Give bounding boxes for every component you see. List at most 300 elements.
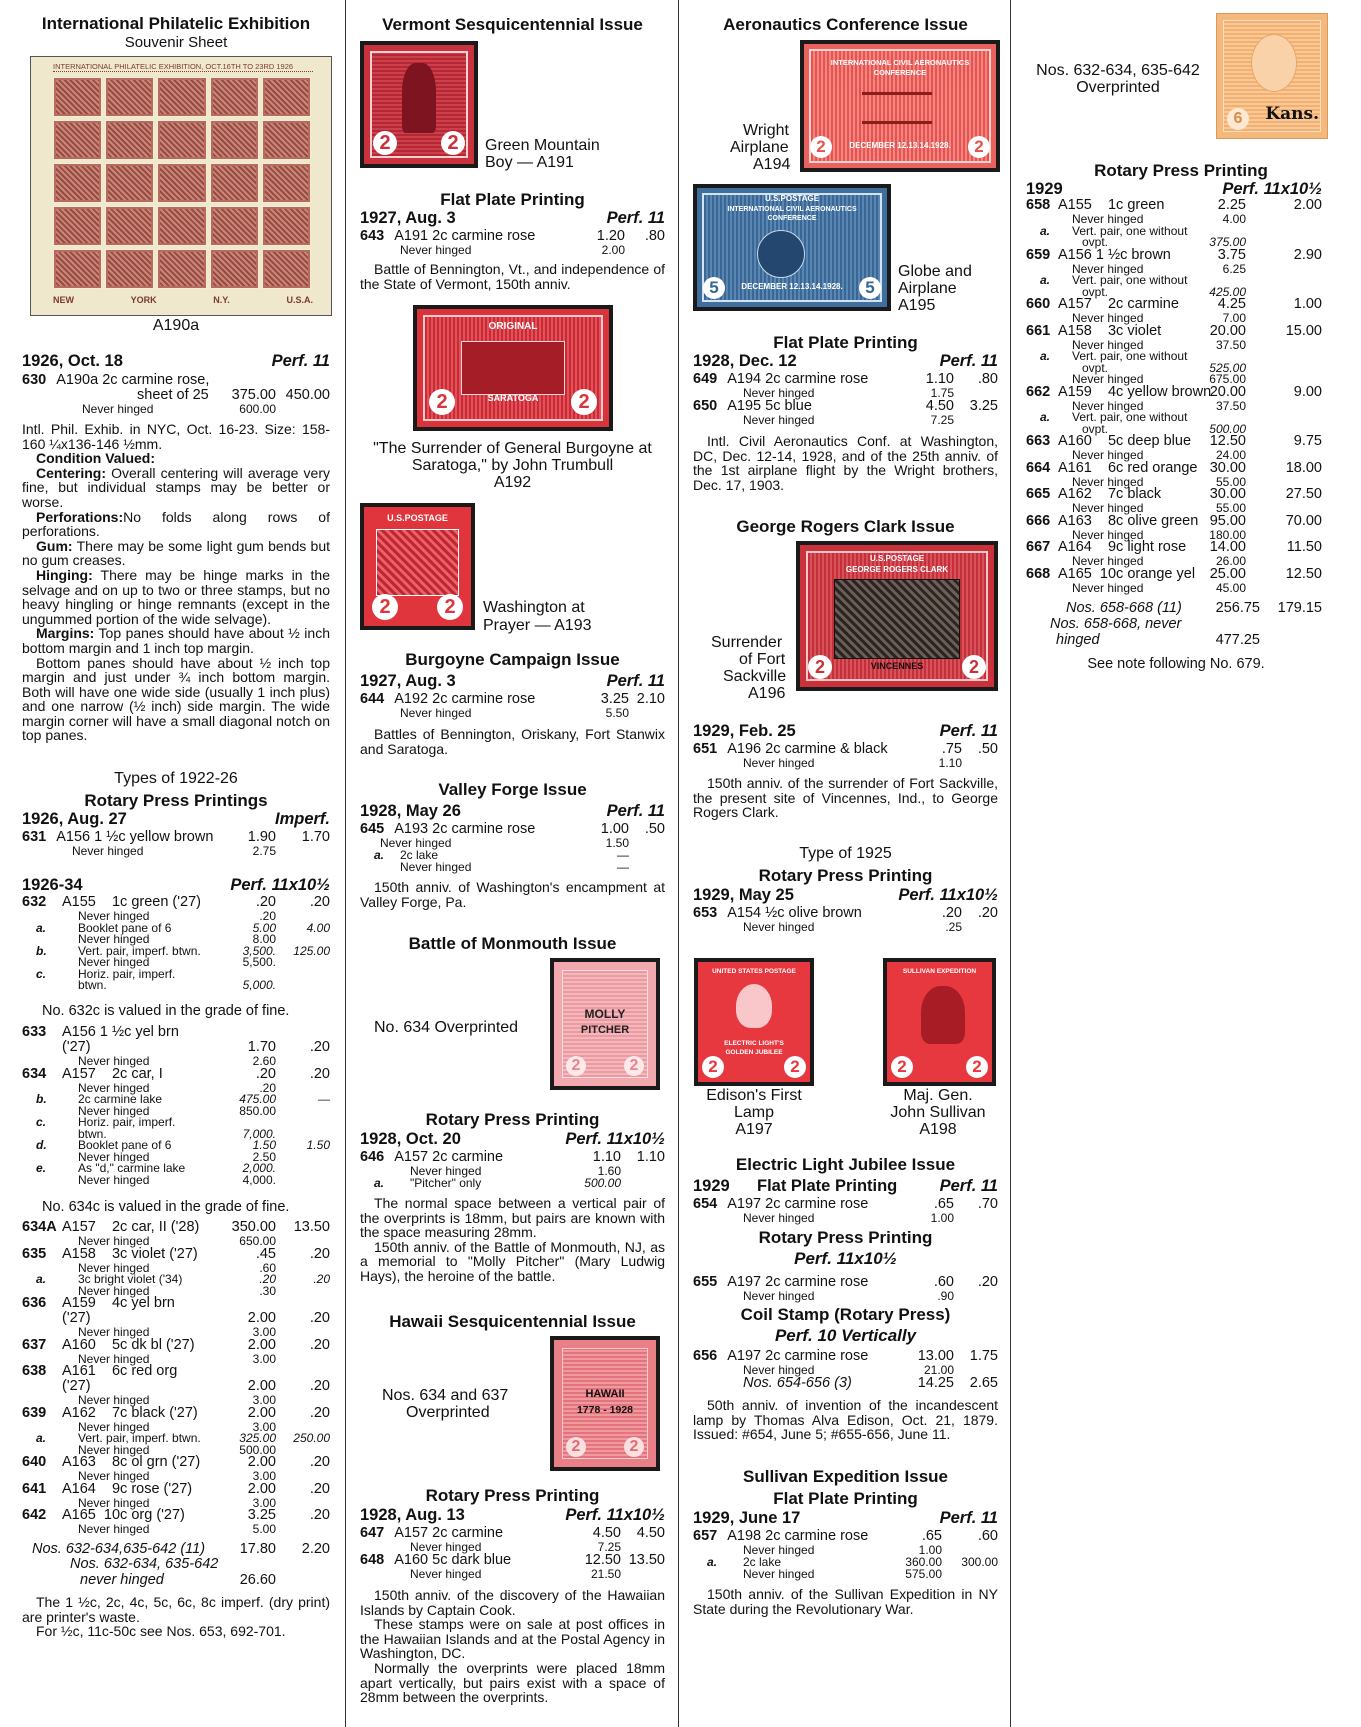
used-value: .20 xyxy=(309,1378,330,1394)
issue-note-text: 150th anniv. of Washington's encampment at Valley Forge, Pa. xyxy=(360,879,665,910)
stamp-caption-group xyxy=(693,1087,815,1138)
unused-value: 55.00 xyxy=(1215,474,1246,489)
unused-value: 45.00 xyxy=(1215,580,1246,595)
stamp-number: 630 xyxy=(22,372,47,388)
never-hinged-row xyxy=(693,413,998,431)
stamp-number: 656 xyxy=(693,1348,718,1364)
never-hinged-row xyxy=(693,1211,998,1229)
issue-date: 1929, May 25 xyxy=(693,886,794,904)
issue-date: 1929 xyxy=(693,1177,730,1195)
stamp-number: 663 xyxy=(1026,433,1051,449)
stamp-caption-group xyxy=(1028,62,1208,96)
issue-date: 1926, Aug. 27 xyxy=(22,810,127,828)
stamp-description: Vert. pair, one without xyxy=(1072,410,1188,424)
unused-value: 850.00 xyxy=(239,1103,276,1118)
sheet-bottom-text: U.S.A. xyxy=(286,295,313,305)
stamp-caption: Overprinted xyxy=(406,1404,490,1421)
stamp-lettering: GOLDEN JUBILEE xyxy=(725,1049,783,1056)
sheet-bottom-text: YORK xyxy=(130,295,157,305)
stamp-description: A157 2c car, I xyxy=(62,1065,163,1082)
stamp-row xyxy=(22,1406,330,1421)
unused-value: .20 xyxy=(259,909,276,923)
stamp-number: 654 xyxy=(693,1196,718,1212)
stamp-number: b. xyxy=(36,943,47,958)
printing-heading: Flat Plate Printing xyxy=(440,190,585,209)
stamp-lettering: U.S.POSTAGE xyxy=(869,554,925,563)
stamp-number: 647 xyxy=(360,1525,385,1541)
stamp-description: A164 9c light rose xyxy=(1058,539,1187,555)
stamp-row xyxy=(1026,514,1322,529)
used-value: 12.50 xyxy=(1285,565,1322,582)
stamp-description: ('27) xyxy=(62,1378,91,1394)
stamp-description: btwn. xyxy=(78,978,107,992)
stamp-description: Booklet pane of 6 xyxy=(78,920,172,935)
unused-value: 1.10 xyxy=(925,371,954,387)
never-hinged-label: Never hinged xyxy=(743,1543,815,1557)
stamp-caption: Maj. Gen. xyxy=(903,1087,973,1104)
stamp-description: Never hinged xyxy=(1072,474,1144,489)
issue-note xyxy=(360,1196,665,1284)
totals-row xyxy=(693,1375,998,1393)
stamp-caption: Airplane xyxy=(898,280,957,297)
stamp-number: a. xyxy=(1040,223,1051,238)
unused-value: .20 xyxy=(941,905,962,921)
stamp-number: d. xyxy=(36,1138,47,1152)
stamp-list-634a xyxy=(22,1220,330,1536)
stamp-number: 666 xyxy=(1026,512,1051,529)
margins-label: Margins: xyxy=(36,625,95,642)
section-subtitle: Souvenir Sheet xyxy=(124,34,228,51)
stamp-number: 662 xyxy=(1026,383,1051,400)
stamp-description: Never hinged xyxy=(1072,501,1144,515)
unused-value: — xyxy=(617,848,629,862)
stamp-description: A194 2c carmine rose xyxy=(727,371,869,387)
stamp-row xyxy=(22,1247,330,1262)
stamp-description: sheet of 25 xyxy=(137,387,209,403)
stamp-caption: Overprinted xyxy=(1076,79,1160,96)
variety-row xyxy=(22,979,330,991)
never-hinged-label: Never hinged xyxy=(743,413,815,427)
column-divider xyxy=(345,0,346,1727)
stamp-number: 645 xyxy=(360,821,385,837)
stamp-lettering: U.S.POSTAGE xyxy=(764,194,820,203)
never-hinged-row xyxy=(360,706,665,724)
issue-date-row xyxy=(693,352,998,372)
sheet-stamp xyxy=(262,120,311,160)
printing-heading: Flat Plate Printing xyxy=(773,333,918,352)
stamp-row xyxy=(1026,434,1322,449)
used-value: 1.50 xyxy=(306,1138,330,1152)
variety-row xyxy=(1026,411,1322,423)
stamp-description: btwn. xyxy=(78,1126,107,1141)
issue-date-row xyxy=(360,1506,665,1526)
unused-value: 2.00 xyxy=(247,1310,276,1326)
sheet-stamp xyxy=(105,206,154,246)
sheet-stamp xyxy=(157,77,206,117)
stamp-description: A163 8c olive green xyxy=(1058,512,1199,529)
used-value: .20 xyxy=(309,1454,330,1470)
issue-note-text: Battle of Bennington, Vt., and independence of the State of Vermont, 150th anniv. xyxy=(360,261,665,292)
stamp-description: Never hinged xyxy=(1072,554,1144,568)
stamp-number: 665 xyxy=(1026,486,1051,502)
unused-value: 1.70 xyxy=(247,1039,276,1055)
stamp-lettering: CONFERENCE xyxy=(873,68,927,77)
unused-value: 180.00 xyxy=(1209,527,1246,542)
perforation: Perf. 11 xyxy=(606,209,665,227)
stamp-description: Never hinged xyxy=(1072,580,1144,595)
printing-heading: Rotary Press Printing xyxy=(758,866,933,885)
stamp-number: 668 xyxy=(1026,565,1051,582)
stamp-row xyxy=(22,1220,330,1235)
column-3 xyxy=(693,0,998,1727)
see-also-note: For ½c, 11c-50c see Nos. 653, 692-701. xyxy=(36,1623,286,1640)
unused-value: 325.00 xyxy=(239,1431,276,1445)
totals-unused: 256.75 xyxy=(1215,600,1260,616)
perforation: Perf. 11 xyxy=(939,1509,998,1527)
issue-note xyxy=(360,880,665,909)
stamp-description: Never hinged xyxy=(78,1469,150,1483)
stamp-number: 659 xyxy=(1026,246,1051,263)
imperf-note: The 1 ½c, 2c, 4c, 5c, 6c, 8c imperf. (dry print) are printer's waste. xyxy=(22,1594,330,1625)
unused-value: .20 xyxy=(259,1080,276,1095)
stamp-hawaii-image: HAWAII 1778 - 1928 2 2 xyxy=(550,1336,660,1471)
unused-value: 3.00 xyxy=(252,1495,276,1510)
used-value: .20 xyxy=(977,905,998,921)
issue-heading: Hawaii Sesquicentennial Issue xyxy=(389,1312,636,1331)
stamp-description: Booklet pane of 6 xyxy=(78,1138,172,1152)
used-value: 13.50 xyxy=(628,1552,665,1568)
issue-date: 1926, Oct. 18 xyxy=(22,352,123,370)
stamp-description: Vert. pair, one without xyxy=(1072,273,1188,287)
stamp-description: A155 1c green xyxy=(1058,197,1165,213)
perforations-label: Perforations: xyxy=(36,508,124,525)
gum-label: Gum: xyxy=(36,537,73,554)
issue-heading: Electric Light Jubilee Issue xyxy=(735,1155,956,1174)
used-value: .60 xyxy=(977,1528,998,1544)
unused-value: 375.00 xyxy=(231,387,276,403)
unused-value: .60 xyxy=(933,1274,954,1290)
stamp-number: 657 xyxy=(693,1528,718,1544)
issue-date-row xyxy=(22,810,330,830)
issue-heading: Battle of Monmouth Issue xyxy=(408,934,617,953)
issue-note xyxy=(360,727,665,756)
stamp-number: 634A xyxy=(22,1219,57,1235)
issue-date: 1929 xyxy=(1026,180,1063,198)
stamp-number: 632 xyxy=(22,894,47,910)
totals-label: Nos. 658-668 (11) xyxy=(1066,600,1182,616)
unused-value: 14.00 xyxy=(1209,539,1246,555)
unused-value: 20.00 xyxy=(1209,322,1246,339)
used-value: .20 xyxy=(977,1274,998,1290)
unused-value: 650.00 xyxy=(239,1234,276,1248)
never-hinged-label: Never hinged xyxy=(743,1211,815,1225)
stamp-description: Never hinged xyxy=(78,1495,150,1510)
stamp-description: A165 10c org ('27) xyxy=(62,1507,185,1523)
unused-value: .75 xyxy=(941,741,962,757)
stamp-number: 644 xyxy=(360,691,385,707)
used-value: .20 xyxy=(309,1336,330,1353)
issue-date-row xyxy=(693,1177,998,1197)
stamp-caption: Washington at xyxy=(483,599,585,616)
sheet-stamp xyxy=(262,163,311,203)
variety-row xyxy=(22,1116,330,1128)
stamp-row xyxy=(22,1364,330,1379)
souvenir-sheet-image xyxy=(30,56,332,316)
variety-row xyxy=(22,968,330,980)
printing-heading: Rotary Press Printing xyxy=(1094,161,1268,180)
stamp-lettering: VINCENNES xyxy=(870,661,924,671)
stamp-description: A195 5c blue xyxy=(727,398,812,414)
stamp-description: A165 10c orange yel xyxy=(1058,565,1196,582)
stamp-description: Never hinged xyxy=(78,1393,150,1407)
grade-note: No. 634c is valued in the grade of fine. xyxy=(42,1199,290,1215)
unused-value: 475.00 xyxy=(239,1092,276,1106)
never-hinged-row xyxy=(22,1105,330,1117)
stamp-caption-group xyxy=(868,1087,1008,1138)
variety-letter: a. xyxy=(374,1176,385,1190)
never-hinged-value: 2.75 xyxy=(252,844,276,858)
stamp-number: 648 xyxy=(360,1552,385,1568)
sheet-stamp xyxy=(210,77,259,117)
totals-used: 179.15 xyxy=(1277,600,1322,616)
unused-value: 5.00 xyxy=(252,1522,276,1536)
used-value: .20 xyxy=(309,1039,330,1055)
stamp-description: ('27) xyxy=(62,1039,91,1055)
totals-label: hinged xyxy=(1056,632,1100,648)
variety-row xyxy=(1026,225,1322,237)
stamp-description: A162 7c black xyxy=(1058,486,1162,502)
stamp-description: Never hinged xyxy=(1072,261,1144,276)
stamp-description: Never hinged xyxy=(78,1172,150,1187)
variety-row xyxy=(360,1176,665,1194)
never-hinged-value: 600.00 xyxy=(239,402,276,416)
used-value: 4.50 xyxy=(636,1525,665,1541)
used-value: .70 xyxy=(977,1196,998,1212)
grade-note: No. 632c is valued in the grade of fine. xyxy=(42,1003,290,1019)
used-value: .20 xyxy=(309,1507,330,1523)
stamp-caption: Surrender xyxy=(711,634,783,651)
stamp-molly-pitcher-image: MOLLY PITCHER 2 2 xyxy=(550,958,660,1090)
never-hinged-row xyxy=(22,910,330,922)
condition-heading: Condition Valued: xyxy=(36,450,155,467)
unused-value: 6.25 xyxy=(1222,261,1246,276)
stamp-number: a. xyxy=(36,1272,47,1286)
never-hinged-value: 21.50 xyxy=(590,1567,621,1581)
issue-note-text: 150th anniv. of the surrender of Fort Sackville, the present site of Vincennes, Ind., to George Rogers Clark. xyxy=(693,775,998,821)
never-hinged-row xyxy=(693,1567,998,1585)
variety-row xyxy=(22,1139,330,1151)
stamp-number: a. xyxy=(36,920,47,935)
stamp-description: A162 7c black ('27) xyxy=(62,1404,198,1421)
perforation: Perf. 11 xyxy=(606,672,665,690)
stamp-lettering: CONFERENCE xyxy=(767,215,817,222)
stamp-number: 646 xyxy=(360,1149,385,1165)
unused-value: 2.00 xyxy=(247,1454,276,1470)
centering-label: Centering: xyxy=(36,464,106,481)
unused-value: 3.25 xyxy=(600,691,629,707)
gum-text: There may be some light gum bends but no gum creases. xyxy=(22,537,330,569)
unused-value: 675.00 xyxy=(1209,372,1246,386)
issue-date-row xyxy=(693,722,998,742)
perforation: Perf. 11x10½ xyxy=(1222,180,1322,198)
stamp-number: 641 xyxy=(22,1480,47,1497)
sheet-stamp xyxy=(53,120,102,160)
stamp-description: A198 2c carmine rose xyxy=(727,1528,869,1544)
issue-date: 1928, Oct. 20 xyxy=(360,1130,461,1148)
stamp-row xyxy=(22,1379,330,1394)
stamp-number: 664 xyxy=(1026,459,1051,476)
stamp-lettering: INTERNATIONAL CIVIL AERONAUTICS xyxy=(727,206,857,213)
sheet-stamp xyxy=(210,206,259,246)
unused-value: 26.00 xyxy=(1215,554,1246,568)
issue-date: 1928, Dec. 12 xyxy=(693,352,797,370)
used-value: 3.25 xyxy=(969,398,998,414)
stamp-description: A156 1 ½c yel brn xyxy=(62,1024,179,1040)
issue-note-text: The normal space between a vertical pair of the overprints is 18mm, but pairs are known with the space measuring 28mm. xyxy=(360,1195,665,1241)
unused-value: 3.00 xyxy=(252,1419,276,1434)
never-hinged-value: 1.50 xyxy=(605,836,629,850)
used-value: 300.00 xyxy=(961,1555,998,1569)
unused-value: 95.00 xyxy=(1209,512,1246,529)
stamp-description: Never hinged xyxy=(78,1522,150,1536)
stamp-a193-image: U.S.POSTAGE 2 2 xyxy=(360,503,475,630)
overprint-text: Kans. xyxy=(1265,104,1319,124)
overprint-text: HAWAII xyxy=(585,1388,625,1400)
never-hinged-label: Never hinged xyxy=(743,1363,815,1377)
unused-value: 2.25 xyxy=(1217,197,1246,213)
stamp-description: A161 6c red orange xyxy=(1058,459,1198,476)
printing-heading: Coil Stamp (Rotary Press) xyxy=(740,1305,951,1324)
unused-value: 500.00 xyxy=(584,1176,621,1190)
sheet-stamp xyxy=(157,120,206,160)
totals-label: Nos. 632-634,635-642 (11) xyxy=(32,1541,206,1557)
never-hinged-value: 575.00 xyxy=(905,1567,942,1581)
stamp-description: A190a 2c carmine rose, xyxy=(56,372,210,388)
stamp-description: Never hinged xyxy=(1072,311,1144,325)
stamp-description: Vert. pair, one without xyxy=(1072,349,1188,363)
overprint-text: PITCHER xyxy=(580,1024,630,1036)
hinging-label: Hinging: xyxy=(36,566,93,583)
variety-row xyxy=(22,1128,330,1140)
stamp-row xyxy=(1026,297,1322,312)
stamp-description: A161 6c red org xyxy=(62,1363,178,1379)
stamp-number: 631 xyxy=(22,829,47,845)
stamp-number: 653 xyxy=(693,905,718,921)
issue-note xyxy=(693,776,998,820)
stamp-number: c. xyxy=(36,1115,47,1129)
issue-date-row xyxy=(360,672,665,692)
stamp-description: As "d," carmine lake xyxy=(78,1161,186,1175)
issue-date-row xyxy=(693,886,998,906)
stamp-description: A197 2c carmine rose xyxy=(727,1274,869,1290)
unused-value: 2.60 xyxy=(252,1054,276,1068)
overprint-text: MOLLY xyxy=(584,1007,626,1021)
unused-value: 30.00 xyxy=(1209,486,1246,502)
sheet-stamp xyxy=(105,163,154,203)
stamp-lettering: ORIGINAL xyxy=(488,321,538,332)
section-title: International Philatelic Exhibition xyxy=(41,14,311,33)
stamp-lettering: UNITED STATES POSTAGE xyxy=(712,968,796,975)
unused-value: 20.00 xyxy=(1209,383,1246,400)
stamp-lettering: DECEMBER 12.13.14.1928. xyxy=(849,141,951,150)
perforation-heading: Perf. 11x10½ xyxy=(794,1249,897,1268)
perforation: Perf. 11x10½ xyxy=(230,876,330,894)
sheet-stamp xyxy=(210,249,259,289)
issue-note-text: These stamps were on sale at post offices in the Hawaiian Islands and at the Postal Agency in Washington, DC. xyxy=(360,1616,665,1662)
unused-value: 1.90 xyxy=(247,829,276,845)
stamp-description: A158 3c violet xyxy=(1058,322,1162,339)
stamp-description: ovpt. xyxy=(1082,284,1109,299)
never-hinged-label: Never hinged xyxy=(743,756,815,770)
stamp-row xyxy=(22,1040,330,1055)
stamp-a196-image: U.S.POSTAGE GEORGE ROGERS CLARK VINCENNES 2 2 xyxy=(796,541,998,691)
variety-row xyxy=(1026,350,1322,362)
issue-date: 1927, Aug. 3 xyxy=(360,672,456,690)
margins-text: Top panes should have about ½ inch bottom margin and 1 inch top margin. xyxy=(22,625,330,656)
stamp-description: Vert. pair, imperf. btwn. xyxy=(78,1431,201,1445)
issue-date-row xyxy=(360,802,665,822)
column-4 xyxy=(1026,0,1336,1727)
stamp-lettering: U.S.POSTAGE xyxy=(387,513,448,523)
stamp-caption-id: A192 xyxy=(493,474,532,491)
never-hinged-label: Never hinged xyxy=(743,1567,815,1581)
variety-row xyxy=(22,1273,330,1285)
perforation-heading: Perf. 10 Vertically xyxy=(774,1326,917,1345)
variety-row xyxy=(1026,362,1322,374)
stamp-description: A164 9c rose ('27) xyxy=(62,1480,193,1497)
sheet-stamp-grid xyxy=(53,77,311,289)
stamp-row xyxy=(22,1025,330,1040)
unused-value: 30.00 xyxy=(1209,459,1246,476)
issue-date: 1929, Feb. 25 xyxy=(693,722,796,740)
stamp-row xyxy=(22,1508,330,1523)
stamp-row xyxy=(1026,385,1322,400)
stamp-description: A196 2c carmine & black xyxy=(727,741,888,757)
used-value: .20 xyxy=(313,1272,330,1286)
stamp-number: 661 xyxy=(1026,322,1051,339)
perforation: Imperf. xyxy=(274,810,330,828)
used-value: .20 xyxy=(309,1404,330,1421)
sheet-stamp xyxy=(262,249,311,289)
unused-value: 375.00 xyxy=(1209,235,1246,249)
totals-label: Nos. 632-634, 635-642 xyxy=(70,1556,219,1572)
perforation: Perf. 11 xyxy=(939,722,998,740)
never-hinged-label: Never hinged xyxy=(380,836,452,850)
stamp-number: 638 xyxy=(22,1363,47,1379)
never-hinged-label: Never hinged xyxy=(400,243,472,257)
unused-value: 500.00 xyxy=(239,1442,276,1457)
sheet-stamp xyxy=(262,77,311,117)
stamp-description: Horiz. pair, imperf. xyxy=(78,966,176,981)
stamp-description: Never hinged xyxy=(78,1325,150,1339)
perforation: Perf. 11 xyxy=(939,1177,998,1195)
issue-note-text: Normally the overprints were placed 18mm apart vertically, but pairs exist with a space of 28mm between the overprints. xyxy=(360,1659,665,1706)
used-value: — xyxy=(318,1092,330,1106)
stamp-a195-image: U.S.POSTAGE INTERNATIONAL CIVIL AERONAUTICS CONFERENCE DECEMBER 12.13.14.1928. 5 5 xyxy=(693,184,891,311)
stamp-caption: A197 xyxy=(735,1121,773,1138)
stamp-description: Never hinged xyxy=(78,1080,150,1095)
unused-value: 3.75 xyxy=(1217,246,1246,263)
stamp-number: 636 xyxy=(22,1295,47,1311)
stamp-row xyxy=(1026,540,1322,555)
stamp-row xyxy=(22,1296,330,1311)
unused-value: 1.50 xyxy=(252,1138,276,1152)
unused-value: 425.00 xyxy=(1209,284,1246,299)
stamp-row xyxy=(1026,461,1322,476)
variety-letter: a. xyxy=(707,1555,718,1569)
stamp-description: ovpt. xyxy=(1082,421,1109,436)
stamp-caption: Green Mountain xyxy=(485,137,600,154)
